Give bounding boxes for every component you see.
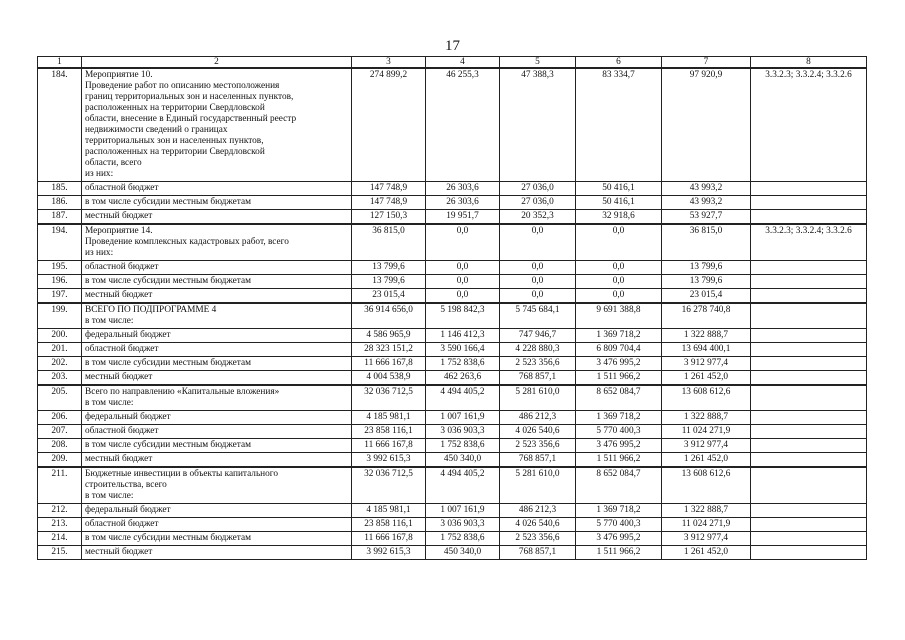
year-value-col6: 9 691 388,8 (576, 303, 662, 329)
total-value: 11 666 167,8 (352, 439, 426, 453)
year-value-col6: 8 652 084,7 (576, 385, 662, 411)
year-value-col4: 19 951,7 (426, 210, 500, 225)
row-number: 186. (38, 196, 82, 210)
row-number: 200. (38, 329, 82, 343)
table-row (38, 467, 867, 504)
year-value-col6: 1 369 718,2 (576, 411, 662, 425)
description-line: Проведение комплексных кадастровых работ, всего (85, 237, 289, 247)
row-description (82, 467, 352, 504)
table-row (38, 261, 867, 275)
total-value: 274 899,2 (352, 68, 426, 182)
target-indicator-refs (751, 289, 867, 304)
year-value-col7: 53 927,7 (662, 210, 751, 225)
table-section (38, 224, 867, 303)
table-row (38, 343, 867, 357)
description-line: области, внесение в Единый государственный реестр (85, 114, 297, 124)
total-value: 13 799,6 (352, 275, 426, 289)
year-value-col4: 0,0 (426, 275, 500, 289)
table-row (38, 182, 867, 196)
year-value-col5: 4 228 880,3 (500, 343, 576, 357)
target-indicator-refs (751, 275, 867, 289)
column-header: 2 (82, 57, 352, 69)
year-value-col5: 5 281 610,0 (500, 385, 576, 411)
year-value-col4: 1 752 838,6 (426, 532, 500, 546)
year-value-col6: 0,0 (576, 224, 662, 261)
year-value-col5: 0,0 (500, 224, 576, 261)
year-value-col4: 26 303,6 (426, 196, 500, 210)
year-value-col4: 4 494 405,2 (426, 467, 500, 504)
total-value: 3 992 615,3 (352, 546, 426, 560)
year-value-col5: 27 036,0 (500, 196, 576, 210)
row-number: 213. (38, 518, 82, 532)
table-row (38, 439, 867, 453)
target-indicator-refs (751, 546, 867, 560)
row-description (82, 518, 352, 532)
target-indicator-refs (751, 532, 867, 546)
description-line: областной бюджет (85, 519, 159, 529)
description-line: Мероприятие 14. (85, 226, 153, 236)
year-value-col5: 5 745 684,1 (500, 303, 576, 329)
description-line: из них: (85, 169, 114, 179)
table-row (38, 371, 867, 386)
year-value-col4: 1 007 161,9 (426, 411, 500, 425)
year-value-col4: 0,0 (426, 261, 500, 275)
row-number: 184. (38, 68, 82, 182)
table-row (38, 275, 867, 289)
row-description (82, 343, 352, 357)
description-line: области, всего (85, 158, 142, 168)
year-value-col5: 2 523 356,6 (500, 357, 576, 371)
description-line: федеральный бюджет (85, 505, 171, 515)
year-value-col6: 0,0 (576, 289, 662, 304)
year-value-col6: 50 416,1 (576, 196, 662, 210)
year-value-col5: 768 857,1 (500, 546, 576, 560)
row-number: 197. (38, 289, 82, 304)
total-value: 3 992 615,3 (352, 453, 426, 468)
year-value-col4: 1 007 161,9 (426, 504, 500, 518)
year-value-col4: 0,0 (426, 224, 500, 261)
target-indicator-refs (751, 504, 867, 518)
target-indicator-refs (751, 182, 867, 196)
row-description (82, 453, 352, 468)
description-line: местный бюджет (85, 547, 153, 557)
column-header: 3 (352, 57, 426, 69)
year-value-col4: 3 036 903,3 (426, 425, 500, 439)
year-value-col6: 1 369 718,2 (576, 504, 662, 518)
row-number: 211. (38, 467, 82, 504)
year-value-col6: 1 369 718,2 (576, 329, 662, 343)
target-indicator-refs (751, 467, 867, 504)
row-description (82, 289, 352, 304)
row-number: 201. (38, 343, 82, 357)
year-value-col7: 16 278 740,8 (662, 303, 751, 329)
table-row (38, 210, 867, 225)
row-description (82, 425, 352, 439)
year-value-col7: 1 322 888,7 (662, 329, 751, 343)
description-line: в том числе субсидии местным бюджетам (85, 533, 251, 543)
year-value-col5: 2 523 356,6 (500, 439, 576, 453)
target-indicator-refs (751, 329, 867, 343)
description-line: в том числе субсидии местным бюджетам (85, 358, 251, 368)
row-number: 195. (38, 261, 82, 275)
year-value-col7: 13 608 612,6 (662, 467, 751, 504)
total-value: 28 323 151,2 (352, 343, 426, 357)
description-line: федеральный бюджет (85, 412, 171, 422)
description-line: недвижимости сведений о границах (85, 125, 228, 135)
year-value-col7: 3 912 977,4 (662, 357, 751, 371)
target-indicator-refs (751, 303, 867, 329)
target-indicator-refs (751, 453, 867, 468)
description-line: расположенных на территории Свердловской (85, 147, 265, 157)
total-value: 4 004 538,9 (352, 371, 426, 386)
description-line: в том числе субсидии местным бюджетам (85, 440, 251, 450)
year-value-col5: 2 523 356,6 (500, 532, 576, 546)
row-description (82, 371, 352, 386)
total-value: 4 185 981,1 (352, 411, 426, 425)
row-description (82, 329, 352, 343)
target-indicator-refs (751, 343, 867, 357)
row-number: 208. (38, 439, 82, 453)
row-description (82, 68, 352, 182)
table-row (38, 357, 867, 371)
target-indicator-refs: 3.3.2.3; 3.3.2.4; 3.3.2.6 (751, 68, 867, 182)
row-description (82, 546, 352, 560)
description-line: в том числе субсидии местным бюджетам (85, 197, 251, 207)
row-description (82, 385, 352, 411)
row-description (82, 411, 352, 425)
description-line: территориальных зон и населенных пунктов, (85, 136, 264, 146)
row-number: 207. (38, 425, 82, 439)
year-value-col7: 13 608 612,6 (662, 385, 751, 411)
table-row (38, 329, 867, 343)
year-value-col5: 4 026 540,6 (500, 518, 576, 532)
year-value-col5: 768 857,1 (500, 371, 576, 386)
target-indicator-refs (751, 425, 867, 439)
row-description (82, 303, 352, 329)
row-number: 185. (38, 182, 82, 196)
row-number: 196. (38, 275, 82, 289)
year-value-col7: 1 322 888,7 (662, 504, 751, 518)
row-number: 203. (38, 371, 82, 386)
year-value-col6: 8 652 084,7 (576, 467, 662, 504)
column-header: 1 (38, 57, 82, 69)
year-value-col7: 23 015,4 (662, 289, 751, 304)
row-number: 194. (38, 224, 82, 261)
column-header: 8 (751, 57, 867, 69)
year-value-col4: 3 590 166,4 (426, 343, 500, 357)
row-description (82, 261, 352, 275)
row-number: 199. (38, 303, 82, 329)
year-value-col7: 11 024 271,9 (662, 518, 751, 532)
year-value-col6: 1 511 966,2 (576, 371, 662, 386)
description-line: местный бюджет (85, 211, 153, 221)
target-indicator-refs (751, 196, 867, 210)
year-value-col7: 11 024 271,9 (662, 425, 751, 439)
year-value-col4: 26 303,6 (426, 182, 500, 196)
row-description (82, 504, 352, 518)
column-header: 5 (500, 57, 576, 69)
description-line: из них: (85, 248, 114, 258)
year-value-col5: 0,0 (500, 275, 576, 289)
target-indicator-refs (751, 411, 867, 425)
year-value-col4: 3 036 903,3 (426, 518, 500, 532)
description-line: Всего по направлению «Капитальные вложения» (85, 387, 280, 397)
total-value: 147 748,9 (352, 182, 426, 196)
row-number: 202. (38, 357, 82, 371)
year-value-col7: 13 799,6 (662, 275, 751, 289)
year-value-col5: 768 857,1 (500, 453, 576, 468)
target-indicator-refs (751, 385, 867, 411)
description-line: в том числе: (85, 398, 134, 408)
table-row (38, 224, 867, 261)
table-row (38, 518, 867, 532)
year-value-col5: 47 388,3 (500, 68, 576, 182)
year-value-col6: 1 511 966,2 (576, 546, 662, 560)
description-line: местный бюджет (85, 290, 153, 300)
year-value-col7: 1 261 452,0 (662, 546, 751, 560)
table-row (38, 196, 867, 210)
year-value-col7: 13 694 400,1 (662, 343, 751, 357)
total-value: 32 036 712,5 (352, 385, 426, 411)
total-value: 4 586 965,9 (352, 329, 426, 343)
column-header: 4 (426, 57, 500, 69)
description-line: областной бюджет (85, 426, 159, 436)
year-value-col5: 486 212,3 (500, 504, 576, 518)
target-indicator-refs (751, 357, 867, 371)
target-indicator-refs (751, 261, 867, 275)
total-value: 36 815,0 (352, 224, 426, 261)
year-value-col5: 747 946,7 (500, 329, 576, 343)
year-value-col6: 32 918,6 (576, 210, 662, 225)
year-value-col4: 1 752 838,6 (426, 439, 500, 453)
total-value: 11 666 167,8 (352, 532, 426, 546)
table-row (38, 303, 867, 329)
table-row (38, 385, 867, 411)
year-value-col4: 0,0 (426, 289, 500, 304)
total-value: 4 185 981,1 (352, 504, 426, 518)
year-value-col5: 27 036,0 (500, 182, 576, 196)
table-row (38, 546, 867, 560)
table-row (38, 289, 867, 304)
table-row (38, 453, 867, 468)
table-row (38, 411, 867, 425)
year-value-col4: 450 340,0 (426, 453, 500, 468)
year-value-col6: 3 476 995,2 (576, 532, 662, 546)
description-line: Мероприятие 10. (85, 70, 153, 80)
row-description (82, 210, 352, 225)
description-line: строительства, всего (85, 480, 167, 490)
description-line: Проведение работ по описанию местоположения (85, 81, 280, 91)
row-number: 215. (38, 546, 82, 560)
description-line: местный бюджет (85, 454, 153, 464)
year-value-col7: 1 322 888,7 (662, 411, 751, 425)
total-value: 23 858 116,1 (352, 425, 426, 439)
description-line: в том числе субсидии местным бюджетам (85, 276, 251, 286)
table-row (38, 504, 867, 518)
year-value-col7: 43 993,2 (662, 182, 751, 196)
total-value: 32 036 712,5 (352, 467, 426, 504)
year-value-col7: 36 815,0 (662, 224, 751, 261)
total-value: 23 858 116,1 (352, 518, 426, 532)
row-description (82, 182, 352, 196)
year-value-col6: 5 770 400,3 (576, 518, 662, 532)
year-value-col4: 1 752 838,6 (426, 357, 500, 371)
row-description (82, 224, 352, 261)
description-line: Бюджетные инвестиции в объекты капитального (85, 469, 279, 479)
column-header-row (38, 57, 867, 69)
year-value-col4: 4 494 405,2 (426, 385, 500, 411)
year-value-col5: 20 352,3 (500, 210, 576, 225)
description-line: в том числе: (85, 491, 134, 501)
year-value-col6: 1 511 966,2 (576, 453, 662, 468)
row-description (82, 357, 352, 371)
row-number: 206. (38, 411, 82, 425)
year-value-col7: 43 993,2 (662, 196, 751, 210)
total-value: 13 799,6 (352, 261, 426, 275)
row-description (82, 196, 352, 210)
description-line: границ территориальных зон и населенных пунктов, (85, 92, 294, 102)
budget-table (37, 56, 867, 560)
year-value-col4: 5 198 842,3 (426, 303, 500, 329)
row-number: 212. (38, 504, 82, 518)
year-value-col4: 46 255,3 (426, 68, 500, 182)
year-value-col5: 5 281 610,0 (500, 467, 576, 504)
year-value-col7: 1 261 452,0 (662, 371, 751, 386)
description-line: ВСЕГО ПО ПОДПРОГРАММЕ 4 (85, 305, 217, 315)
year-value-col7: 13 799,6 (662, 261, 751, 275)
row-number: 205. (38, 385, 82, 411)
description-line: областной бюджет (85, 262, 159, 272)
year-value-col7: 97 920,9 (662, 68, 751, 182)
description-line: федеральный бюджет (85, 330, 171, 340)
row-description (82, 439, 352, 453)
year-value-col5: 486 212,3 (500, 411, 576, 425)
year-value-col6: 3 476 995,2 (576, 357, 662, 371)
table-row (38, 68, 867, 182)
year-value-col6: 0,0 (576, 275, 662, 289)
year-value-col5: 4 026 540,6 (500, 425, 576, 439)
target-indicator-refs (751, 518, 867, 532)
year-value-col5: 0,0 (500, 261, 576, 275)
table-section (38, 303, 867, 385)
year-value-col5: 0,0 (500, 289, 576, 304)
description-line: расположенных на территории Свердловской (85, 103, 265, 113)
table-section (38, 385, 867, 467)
year-value-col4: 462 263,6 (426, 371, 500, 386)
row-description (82, 532, 352, 546)
description-line: областной бюджет (85, 183, 159, 193)
year-value-col7: 1 261 452,0 (662, 453, 751, 468)
column-header: 7 (662, 57, 751, 69)
total-value: 147 748,9 (352, 196, 426, 210)
year-value-col6: 0,0 (576, 261, 662, 275)
target-indicator-refs: 3.3.2.3; 3.3.2.4; 3.3.2.6 (751, 224, 867, 261)
year-value-col7: 3 912 977,4 (662, 439, 751, 453)
total-value: 11 666 167,8 (352, 357, 426, 371)
page-number: 17 (445, 38, 460, 54)
target-indicator-refs (751, 439, 867, 453)
target-indicator-refs (751, 371, 867, 386)
year-value-col4: 1 146 412,3 (426, 329, 500, 343)
year-value-col6: 6 809 704,4 (576, 343, 662, 357)
year-value-col6: 83 334,7 (576, 68, 662, 182)
total-value: 127 150,3 (352, 210, 426, 225)
table-section (38, 68, 867, 224)
description-line: местный бюджет (85, 372, 153, 382)
row-number: 209. (38, 453, 82, 468)
row-description (82, 275, 352, 289)
description-line: в том числе: (85, 316, 134, 326)
year-value-col6: 3 476 995,2 (576, 439, 662, 453)
table-section (38, 467, 867, 560)
year-value-col7: 3 912 977,4 (662, 532, 751, 546)
total-value: 36 914 656,0 (352, 303, 426, 329)
row-number: 187. (38, 210, 82, 225)
description-line: областной бюджет (85, 344, 159, 354)
year-value-col6: 5 770 400,3 (576, 425, 662, 439)
year-value-col6: 50 416,1 (576, 182, 662, 196)
table-row (38, 532, 867, 546)
table-row (38, 425, 867, 439)
total-value: 23 015,4 (352, 289, 426, 304)
target-indicator-refs (751, 210, 867, 225)
column-header: 6 (576, 57, 662, 69)
row-number: 214. (38, 532, 82, 546)
year-value-col4: 450 340,0 (426, 546, 500, 560)
